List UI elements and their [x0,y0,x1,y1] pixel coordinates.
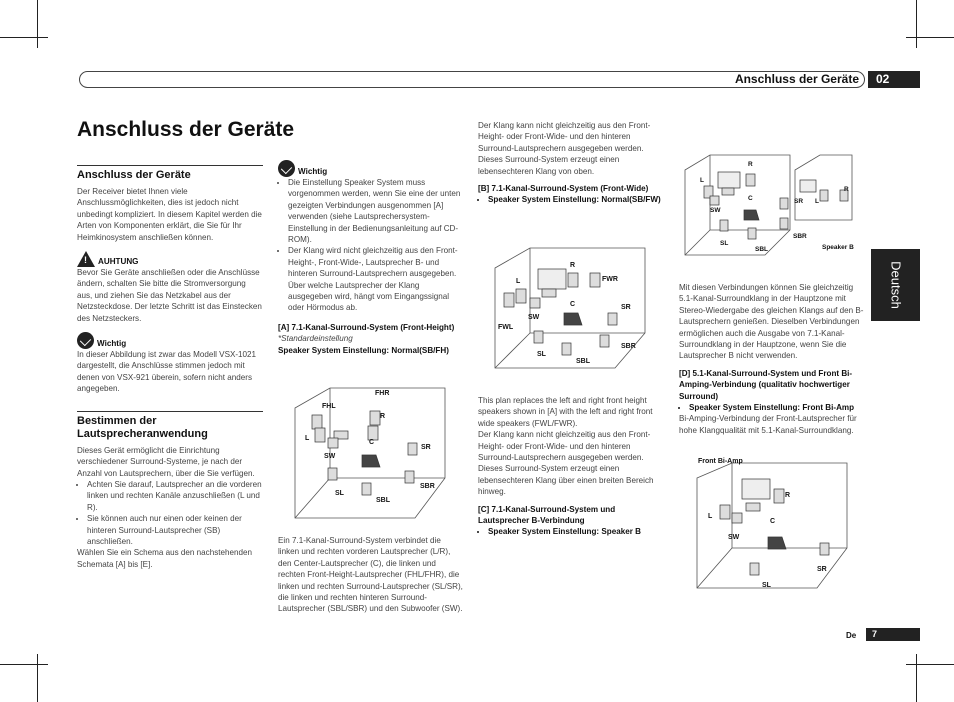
crop-mark [0,664,48,665]
list-item: • Sie können auch nur einen oder keinen der hinteren Surround-Lautsprecher (SB) anschließen. [87,513,263,547]
language-tab [871,249,920,321]
label-sw: SW [324,453,336,460]
column-3-lower [478,395,668,538]
section-b-desc-2: Der Klang kann nicht gleichzeitig aus den Front-Height- oder Front-Wide- und den hinteren Surround-Lautsprechern ausgegeben werden. [478,430,651,463]
speaker-fhr [370,411,380,425]
speaker-sl [720,220,728,231]
label-sl: SL [335,490,344,497]
diagram-c [680,150,860,260]
heading-bestimmen: Bestimmen der Lautsprecheranwendung [77,411,263,441]
label-b-r: R [844,186,849,193]
label-sr: SR [421,444,431,451]
wichtig-heading [77,332,263,349]
speaker-sl [328,468,337,480]
heading-anschluss: Anschluss der Geräte [77,165,263,182]
column-1 [77,165,263,570]
language-tab-label: Deutsch [888,261,903,309]
speaker-fwl [504,293,514,307]
col3-intro: Der Klang kann nicht gleichzeitig aus den Front-Height- oder Front-Wide- und den hinteren Surround-Lautsprechern ausgegeben werden. [478,121,651,153]
speaker-sw [710,196,719,205]
speaker-sl [750,563,759,575]
bestimmen-list [77,479,263,547]
speaker-fhl [312,415,322,429]
label-sbl: SBL [755,246,768,253]
section-d-title: [D] 5.1-Kanal-Surround-System und Front Bi-Amping-Verbindung (qualitativ hochwertiger Surround) [679,368,853,401]
label-l: L [700,177,704,184]
chapter-number: 02 [868,71,920,88]
diagram-a [290,383,450,523]
speaker-sr [820,543,829,555]
label-c: C [369,439,375,446]
label-sl: SL [762,582,771,589]
col3-intro-2: Dieses Surround-System erzeugt einen lebensechteren Klang von oben. [478,155,620,176]
bestimmen-paragraph: Dieses Gerät ermöglicht die Einrichtung verschiedener Surround-Systeme, je nach der Anzahl von Lautsprechern, über die Sie verfügen. [77,445,255,478]
label-front-bi-amp: Front Bi-Amp [698,458,743,465]
achtung-text: Bevor Sie Geräte anschließen oder die Anschlüsse ändern, schalten Sie bitte die Stromversorgung aus, und ziehen Sie das Netzkabel aus der Netzsteckdose. Der letzte Schritt ist das Einstecken des Netzsteckers. [77,268,262,323]
section-d-setting: • Speaker System Einstellung: Front Bi-Amp [689,402,865,413]
list-item: • Achten Sie darauf, Lautsprecher an die vorderen linken und rechten Kanäle anzuschließen (L und R). [87,479,263,513]
section-a-description [278,535,464,615]
speaker-r [368,426,378,440]
speaker-l [720,505,730,519]
diagram-d [692,453,852,593]
label-sbr: SBR [420,483,435,490]
speaker-sbr [780,218,788,229]
speaker-l [516,289,526,303]
speaker-c [722,188,734,195]
label-speaker-b: Speaker B [822,244,854,251]
label-l: L [305,435,310,442]
achtung-heading [77,251,263,267]
speaker-sw [328,438,338,448]
speaker-sbl [748,228,756,239]
label-fhl: FHL [322,403,336,410]
listener-icon [564,313,582,325]
speaker-sr [408,443,417,455]
crop-mark [906,664,954,665]
section-c-title: [C] 7.1-Kanal-Surround-System und Lautsprecher B-Verbindung [478,504,616,526]
label-sw: SW [528,314,540,321]
section-a-desc: Ein 7.1-Kanal-Surround-System verbindet die linken und rechten vorderen Lautsprecher (L/R), den Center-Lautsprecher (C), die linken und rechten Front-Height-Lautsprecher (FHL/FHR), die linken und rechten Surround-Lautsprecher (SL/SR), die linken und rechten hinteren Surround-Lautsprecher (SBL/SBR) und den Subwoofer (SW). [278,536,463,614]
label-sr: SR [794,198,804,205]
label-sbl: SBL [376,497,390,504]
column-3 [478,120,668,206]
crop-mark [0,37,48,38]
label-sbr: SBR [621,343,636,350]
zone-b-furniture [800,180,816,192]
label-sbr: SBR [793,233,807,240]
label-sr: SR [817,566,827,573]
section-b-list [478,194,668,205]
tv-icon [742,479,770,499]
wichtig-label: Wichtig [97,338,127,348]
tv-icon [718,172,740,188]
label-r: R [570,262,576,269]
label-b-l: L [815,198,819,205]
crop-mark [916,0,917,48]
section-b-desc: This plan replaces the left and right front height speakers shown in [A] with the left and right front wide speakers (FWL/FWR). [478,396,653,428]
section-b-setting: • Speaker System Einstellung: Normal(SB/FW) [488,194,668,205]
crop-mark [906,37,954,38]
diagram-b [490,243,650,373]
speaker-c [542,289,556,297]
label-r: R [748,161,753,168]
label-c: C [748,195,753,202]
speaker-sw [530,298,540,308]
speaker-fwr [590,273,600,287]
crop-mark [37,654,38,702]
label-fhr: FHR [375,390,390,397]
speaker-r [746,174,755,186]
important-icon [77,332,94,349]
label-sw: SW [710,207,721,214]
label-l: L [516,278,521,285]
wichtig-heading-2 [278,160,464,177]
speaker-sl [534,331,543,343]
speaker-sbr [600,335,609,347]
crop-mark [37,0,38,48]
speaker-sbr [405,471,414,483]
column-4 [679,282,865,436]
speaker-r [568,273,578,287]
page-title: Anschluss der Geräte [77,118,295,141]
tv-icon [538,269,566,289]
speaker-sr [608,313,617,325]
section-c-list [478,526,668,537]
label-sl: SL [720,240,729,247]
label-sr: SR [621,304,631,311]
label-sbl: SBL [576,358,590,365]
speaker-sbl [362,483,371,495]
speaker-sr [780,198,788,209]
listener-icon [768,537,786,549]
wichtig-label: Wichtig [298,166,328,176]
column-2 [278,160,464,356]
header-section-title: Anschluss der Geräte [734,72,859,86]
section-b-desc-3: Dieses Surround-System erzeugt einen lebensechteren Klang über einen breiten Bereich hinweg. [478,464,654,497]
label-r: R [380,413,386,420]
intro-paragraph: Der Receiver bietet Ihnen viele Anschlussmöglichkeiten, dies ist jedoch nicht unbedingt kompliziert. In diesem Kapitel werden die Arten von Komponenten erklärt, die Sie für Ihr Heimkinosystem anschließen können. [77,187,262,242]
speaker-r [774,489,784,503]
speaker-sw [732,513,742,523]
important-icon [278,160,295,177]
footer-language: De [846,631,857,640]
section-c-desc: Mit diesen Verbindungen können Sie gleichzeitig 5.1-Kanal-Surroundklang in der Hauptzone mit Stereo-Wiedergabe des gleichen Klangs auf den B-Lautsprechern genießen. Dieselben Verbindungen ermöglichen auch die Ausgabe von 7.1-Kanal-Surroundklang in der Hauptzone, wenn Sie die Lautsprecher B nicht verwenden. [679,283,864,361]
crop-mark [916,654,917,702]
label-c: C [570,301,576,308]
warning-icon [77,251,95,267]
section-b-title: [B] 7.1-Kanal-Surround-System (Front-Wide) [478,184,649,194]
label-sw: SW [728,534,740,541]
listener-icon [362,455,380,467]
label-fwl: FWL [498,324,514,331]
label-sl: SL [537,351,546,358]
wichtig-list [278,177,464,314]
listener-icon [744,210,759,220]
speaker-sbl [562,343,571,355]
label-fwr: FWR [602,276,618,283]
speaker-c [746,503,760,511]
list-item: • Der Klang wird nicht gleichzeitig aus den Front-Height-, Front-Wide-, Lautsprecher B- und hinteren Surround-Lautsprechern ausgegeben. Über welche Lautsprecher der Klang ausgegeben wird, hängt vom Eingangssignal oder Hörmodus ab. [288,245,464,313]
label-r: R [785,492,791,499]
speaker-l [315,428,325,442]
section-a-default: *Standardeinstellung [278,334,353,344]
section-c-setting: • Speaker System Einstellung: Speaker B [488,526,668,537]
section-d-list [679,402,865,413]
label-c: C [770,518,776,525]
section-a-setting: Speaker System Einstellung: Normal(SB/FH) [278,345,449,355]
section-d-desc: Bi-Amping-Verbindung der Front-Lautsprecher für hohe Klangqualität mit 5.1-Kanal-Surroundklang. [679,414,857,435]
wichtig-text: In dieser Abbildung ist zwar das Modell VSX-1021 dargestellt, die Anschlüsse stimmen jedoch mit denen von VSX-921 überein, sofern nicht anders angegeben. [77,350,257,394]
page-number: 7 [866,628,920,641]
list-item: • Die Einstellung Speaker System muss vorgenommen werden, wenn Sie eine der unten gezeigten Verbindungen ausgenommen [A] verwenden (siehe Lautsprechersystem-Einstellung in der Bedienungsanleitung auf CD-ROM). [288,177,464,245]
section-a-title: [A] 7.1-Kanal-Surround-System (Front-Height) [278,322,455,332]
achtung-label: AUHTUNG [98,256,139,266]
bestimmen-end: Wählen Sie ein Schema aus den nachstehenden Schemata [A] bis [E]. [77,548,253,569]
speaker-b-l [820,190,828,201]
label-l: L [708,513,713,520]
